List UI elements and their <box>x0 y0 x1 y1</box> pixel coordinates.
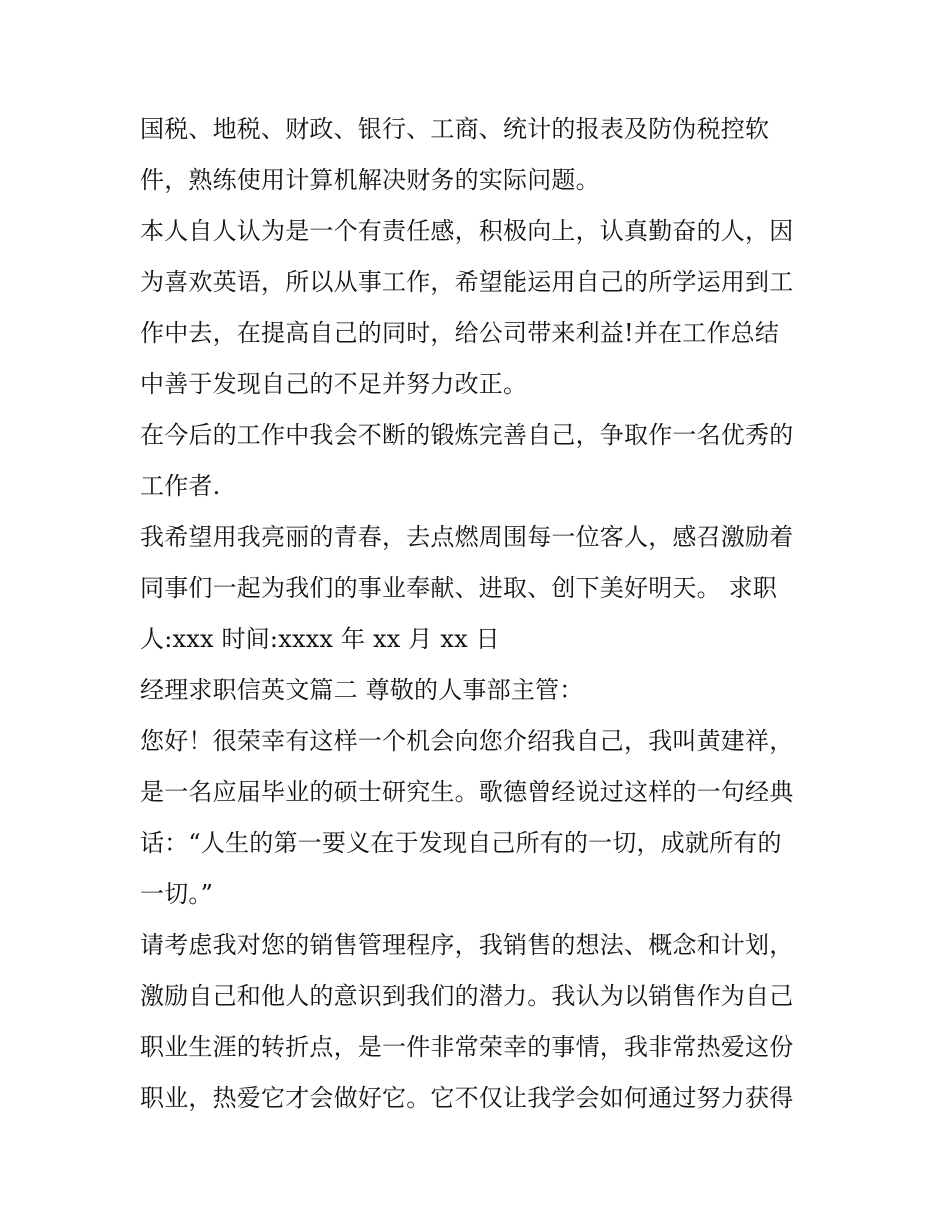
text-line: 国税、地税、财政、银行、工商、统计的报表及防伪税控软 <box>140 115 770 143</box>
text-line: 本人自人认为是一个有责任感，积极向上，认真勤奋的人，因 <box>140 217 794 245</box>
text-line: 职业生涯的转折点，是一件非常荣幸的事情，我非常热爱这份 <box>140 1033 794 1061</box>
document-body <box>140 104 820 1124</box>
text-line: 同事们一起为我们的事业奉献、进取、创下美好明天。 求职 <box>140 574 778 602</box>
text-line: 激励自己和他人的意识到我们的潜力。我认为以销售作为自己 <box>140 982 794 1010</box>
text-line: 中善于发现自己的不足并努力改正。 <box>140 370 528 398</box>
text-line: 工作者. <box>140 472 221 500</box>
text-line: 话：“人生的第一要义在于发现自己所有的一切，成就所有的 <box>140 829 782 857</box>
text-line: 一切。” <box>140 880 214 908</box>
text-line: 我希望用我亮丽的青春，去点燃周围每一位客人，感召激励着 <box>140 523 794 551</box>
text-line: 是一名应届毕业的硕士研究生。歌德曾经说过这样的一句经典 <box>140 778 794 806</box>
text-line: 职业，热爱它才会做好它。它不仅让我学会如何通过努力获得 <box>140 1084 794 1112</box>
text-line: 请考虑我对您的销售管理程序，我销售的想法、概念和计划， <box>140 931 794 959</box>
signature-line: 人:xxx 时间:xxxx 年 xx 月 xx 日 <box>140 625 500 653</box>
text-line: 为喜欢英语，所以从事工作，希望能运用自己的所学运用到工 <box>140 268 794 296</box>
text-line: 您好！很荣幸有这样一个机会向您介绍我自己，我叫黄建祥， <box>140 727 794 755</box>
text-line: 件，熟练使用计算机解决财务的实际问题。 <box>140 166 600 194</box>
section-heading: 经理求职信英文篇二 尊敬的人事部主管： <box>140 676 584 704</box>
text-line: 在今后的工作中我会不断的锻炼完善自己，争取作一名优秀的 <box>140 421 794 449</box>
text-line: 作中去，在提高自己的同时，给公司带来利益!并在工作总结 <box>140 319 780 347</box>
